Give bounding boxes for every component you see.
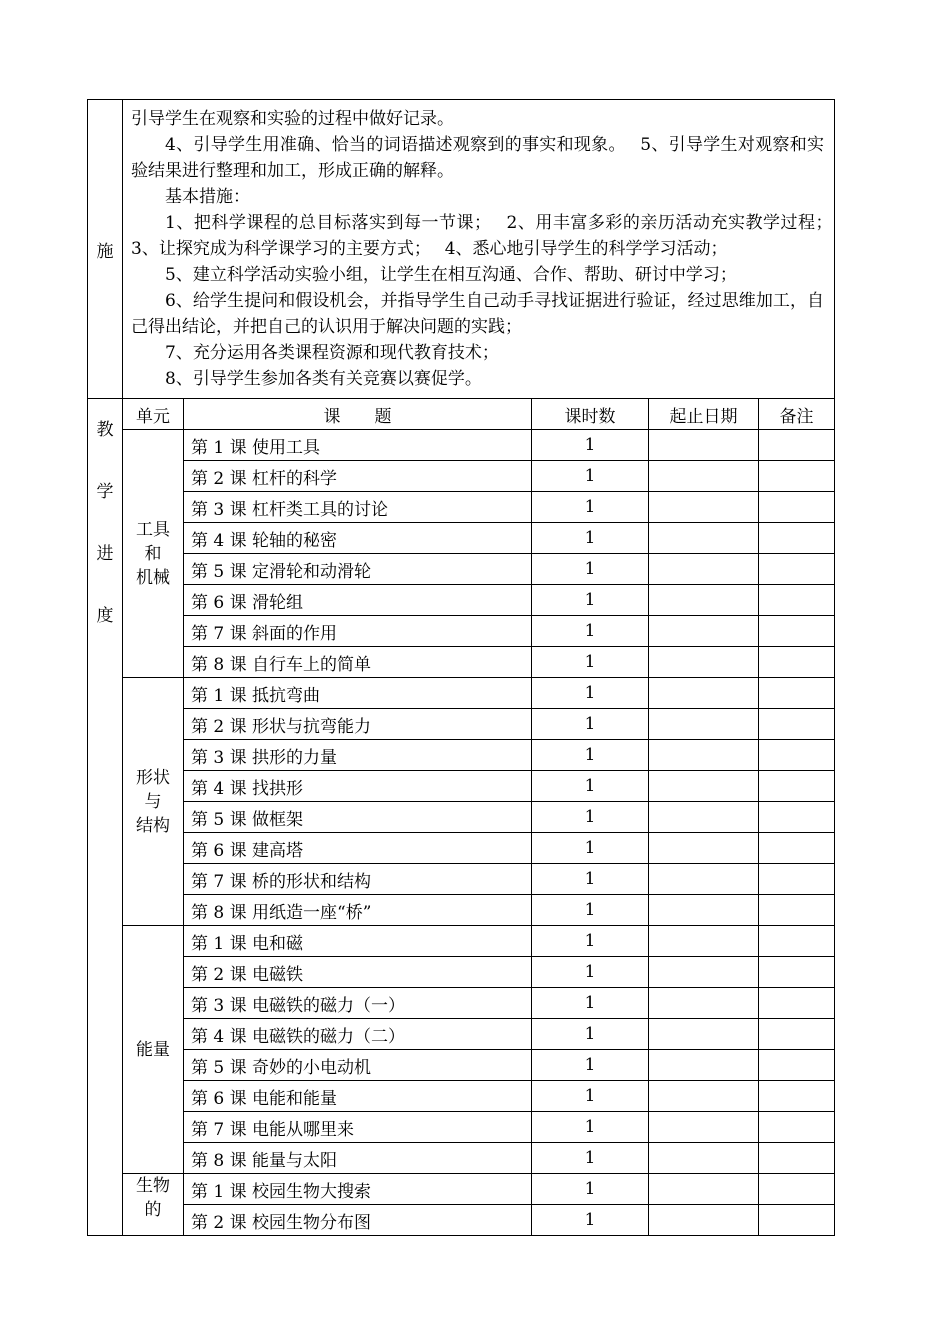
lesson-title: 第 3 课 拱形的力量 [184,740,532,771]
lesson-notes [759,523,835,554]
lesson-dates [649,1174,759,1205]
measures-paragraph: 6、给学生提问和假设机会，并指导学生自己动手寻找证据进行验证，经过思维加工，自己得出结论，并把自己的认识用于解决问题的实践； [131,291,825,337]
lesson-title: 第 1 课 校园生物大搜索 [184,1174,532,1205]
lesson-hours: 1 [532,1174,649,1205]
lesson-title: 第 1 课 抵抗弯曲 [184,678,532,709]
lesson-notes [759,1112,835,1143]
table-row [88,492,835,523]
header-notes: 备注 [759,399,835,430]
table-row [88,523,835,554]
lesson-hours: 1 [532,926,649,957]
table-row [88,988,835,1019]
lesson-title: 第 8 课 用纸造一座“桥” [184,895,532,926]
table-row [88,1019,835,1050]
lesson-title: 第 8 课 能量与太阳 [184,1143,532,1174]
unit-name-line: 机械 [136,567,170,588]
unit-name-line: 和 [144,543,162,564]
unit-name-line: 能量 [136,1039,170,1060]
lesson-hours: 1 [532,492,649,523]
lesson-notes [759,833,835,864]
lesson-title: 第 1 课 电和磁 [184,926,532,957]
measures-cell [123,100,847,399]
table-row [88,771,835,802]
lesson-dates [649,1081,759,1112]
lesson-title: 第 3 课 杠杆类工具的讨论 [184,492,532,523]
lesson-hours: 1 [532,1143,649,1174]
measures-paragraph: 1、把科学课程的总目标落实到每一节课； 2、用丰富多彩的亲历活动充实教学过程； 3、让探究成为科学课学习的主要方式； 4、悉心地引导学生的科学学习活动； [131,213,847,259]
lesson-hours: 1 [532,523,649,554]
lesson-title: 第 7 课 斜面的作用 [184,616,532,647]
lesson-dates [649,461,759,492]
table-row [88,1050,835,1081]
lesson-notes [759,461,835,492]
lesson-notes [759,554,835,585]
table-row [88,833,835,864]
table-row [88,740,835,771]
lesson-title: 第 4 课 找拱形 [184,771,532,802]
lesson-dates [649,957,759,988]
lesson-dates [649,833,759,864]
lesson-hours: 1 [532,709,649,740]
lesson-hours: 1 [532,1112,649,1143]
lesson-notes [759,988,835,1019]
progress-side-char: 教 [96,420,114,440]
measures-paragraph: 5、建立科学活动实验小组，让学生在相互沟通、合作、帮助、研讨中学习； [165,265,737,285]
lesson-notes [759,895,835,926]
measures-side-label: 施 [88,100,123,399]
lesson-title: 第 4 课 轮轴的秘密 [184,523,532,554]
lesson-title: 第 5 课 奇妙的小电动机 [184,1050,532,1081]
unit-name-line: 与 [144,791,162,812]
lesson-notes [759,864,835,895]
lesson-dates [649,709,759,740]
lesson-hours: 1 [532,864,649,895]
lesson-title: 第 6 课 建高塔 [184,833,532,864]
lesson-title: 第 2 课 杠杆的科学 [184,461,532,492]
lesson-hours: 1 [532,461,649,492]
header-hours: 课时数 [532,399,649,430]
lesson-notes [759,1143,835,1174]
unit-name [123,678,184,926]
table-row [88,616,835,647]
progress-side-label [88,399,123,1236]
lesson-notes [759,1081,835,1112]
lesson-notes [759,430,835,461]
header-dates: 起止日期 [649,399,759,430]
table-row [88,1205,835,1236]
lesson-title: 第 2 课 电磁铁 [184,957,532,988]
lesson-notes [759,740,835,771]
lesson-notes [759,926,835,957]
lesson-dates [649,1112,759,1143]
lesson-dates [649,616,759,647]
measures-row [88,100,835,399]
lesson-title: 第 5 课 做框架 [184,802,532,833]
lesson-hours: 1 [532,1050,649,1081]
table-row [88,802,835,833]
header-unit: 单元 [123,399,184,430]
lesson-dates [649,926,759,957]
lesson-notes [759,771,835,802]
table-row [88,1081,835,1112]
progress-side-char: 进 [96,544,114,564]
table-row [88,1112,835,1143]
lesson-notes [759,585,835,616]
lesson-title: 第 4 课 电磁铁的磁力（二） [184,1019,532,1050]
measures-paragraph: 7、充分运用各类课程资源和现代教育技术； [165,343,499,363]
measures-text [123,106,847,392]
unit-name-line: 生物 [136,1176,170,1196]
lesson-dates [649,554,759,585]
progress-side-char: 学 [96,482,114,502]
lesson-dates [649,430,759,461]
lesson-hours: 1 [532,647,649,678]
lesson-hours: 1 [532,740,649,771]
lesson-hours: 1 [532,430,649,461]
lesson-hours: 1 [532,895,649,926]
lesson-notes [759,492,835,523]
measures-paragraph: 引导学生在观察和实验的过程中做好记录。 [131,109,454,129]
table-row [88,430,835,461]
measures-paragraph: 4、引导学生用准确、恰当的词语描述观察到的事实和现象。 5、引导学生对观察和实验结果进行整理和加工，形成正确的解释。 [131,135,825,181]
lesson-dates [649,585,759,616]
unit-name [123,1174,184,1236]
lesson-dates [649,895,759,926]
table-row [88,895,835,926]
lesson-title: 第 2 课 形状与抗弯能力 [184,709,532,740]
unit-name-line: 形状 [136,767,170,788]
progress-side-char: 度 [96,606,114,626]
lesson-title: 第 3 课 电磁铁的磁力（一） [184,988,532,1019]
lesson-hours: 1 [532,802,649,833]
lesson-dates [649,802,759,833]
lesson-dates [649,523,759,554]
lesson-hours: 1 [532,1205,649,1236]
lesson-title: 第 7 课 桥的形状和结构 [184,864,532,895]
lesson-dates [649,492,759,523]
lesson-dates [649,1205,759,1236]
header-topic: 课 题 [184,399,532,430]
table-row [88,585,835,616]
lesson-title: 第 5 课 定滑轮和动滑轮 [184,554,532,585]
measures-paragraph: 基本措施： [165,187,250,207]
lesson-hours: 1 [532,1019,649,1050]
lesson-hours: 1 [532,585,649,616]
unit-name [123,430,184,678]
lesson-title: 第 2 课 校园生物分布图 [184,1205,532,1236]
plan-table [87,99,847,1236]
lesson-dates [649,864,759,895]
lesson-dates [649,1050,759,1081]
lesson-title: 第 6 课 滑轮组 [184,585,532,616]
lesson-title: 第 8 课 自行车上的简单 [184,647,532,678]
unit-name-line: 工具 [136,519,170,540]
lesson-dates [649,988,759,1019]
table-row [88,709,835,740]
unit-name [123,926,184,1174]
lesson-hours: 1 [532,957,649,988]
table-row [88,1174,835,1205]
table-row [88,957,835,988]
lesson-title: 第 1 课 使用工具 [184,430,532,461]
lesson-dates [649,1019,759,1050]
lesson-dates [649,647,759,678]
measures-paragraph: 8、引导学生参加各类有关竞赛以赛促学。 [165,369,482,389]
lesson-notes [759,647,835,678]
lesson-notes [759,616,835,647]
table-row [88,926,835,957]
header-row [88,399,835,430]
lesson-title: 第 7 课 电能从哪里来 [184,1112,532,1143]
lesson-notes [759,1205,835,1236]
unit-name-line: 的 [144,1200,162,1220]
table-row [88,461,835,492]
lesson-hours: 1 [532,833,649,864]
lesson-hours: 1 [532,554,649,585]
lesson-notes [759,1050,835,1081]
lesson-notes [759,678,835,709]
lesson-hours: 1 [532,616,649,647]
table-row [88,1143,835,1174]
lesson-hours: 1 [532,678,649,709]
lesson-notes [759,957,835,988]
table-row [88,678,835,709]
lesson-hours: 1 [532,988,649,1019]
lesson-notes [759,1019,835,1050]
table-row [88,647,835,678]
lesson-dates [649,771,759,802]
lesson-dates [649,1143,759,1174]
table-row [88,864,835,895]
lesson-hours: 1 [532,771,649,802]
lesson-title: 第 6 课 电能和能量 [184,1081,532,1112]
lesson-notes [759,1174,835,1205]
unit-name-line: 结构 [136,815,170,836]
lesson-notes [759,709,835,740]
lesson-hours: 1 [532,1081,649,1112]
table-row [88,554,835,585]
lesson-notes [759,802,835,833]
lesson-dates [649,678,759,709]
lesson-dates [649,740,759,771]
